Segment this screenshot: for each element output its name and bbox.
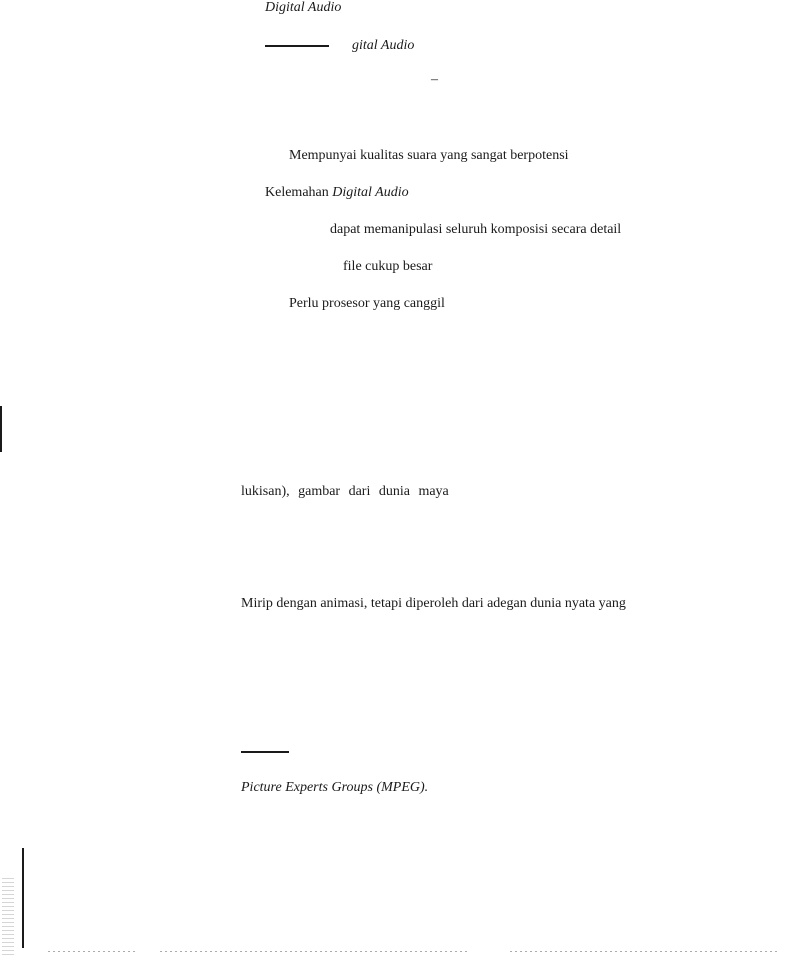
text-line-gital-audio: gital Audio (352, 38, 415, 53)
text-line-mirip: Mirip dengan animasi, tetapi diperoleh dari adegan dunia nyata yang (241, 596, 626, 611)
bottom-left-bar (22, 848, 24, 948)
text-line-kelemahan (265, 185, 409, 201)
underline-rule (265, 45, 329, 47)
kelemahan-italic: Digital Audio (332, 185, 409, 200)
text-line-manipulasi: dapat memanipulasi seluruh komposisi secara detail (330, 222, 622, 237)
kelemahan-label: Kelemahan (265, 185, 333, 200)
text-line-kualitas: Mempunyai kualitas suara yang sangat berpotensi (289, 148, 569, 163)
scan-noise-left (2, 878, 14, 958)
left-margin-bar (0, 406, 2, 452)
scan-noise-bottom-3 (510, 951, 780, 952)
text-line-mpeg: Picture Experts Groups (MPEG). (241, 780, 429, 795)
footnote-rule (241, 751, 289, 753)
text-line-file: file cukup besar (343, 259, 433, 274)
dash-mark: – (431, 72, 438, 87)
scan-noise-bottom-2 (160, 951, 470, 952)
text-line-lukisan: lukisan), gambar dari dunia maya (241, 484, 449, 499)
scan-noise-bottom-1 (48, 951, 138, 952)
text-line-digital-audio: Digital Audio (265, 0, 342, 15)
text-line-prosesor: Perlu prosesor yang canggil (289, 296, 445, 311)
